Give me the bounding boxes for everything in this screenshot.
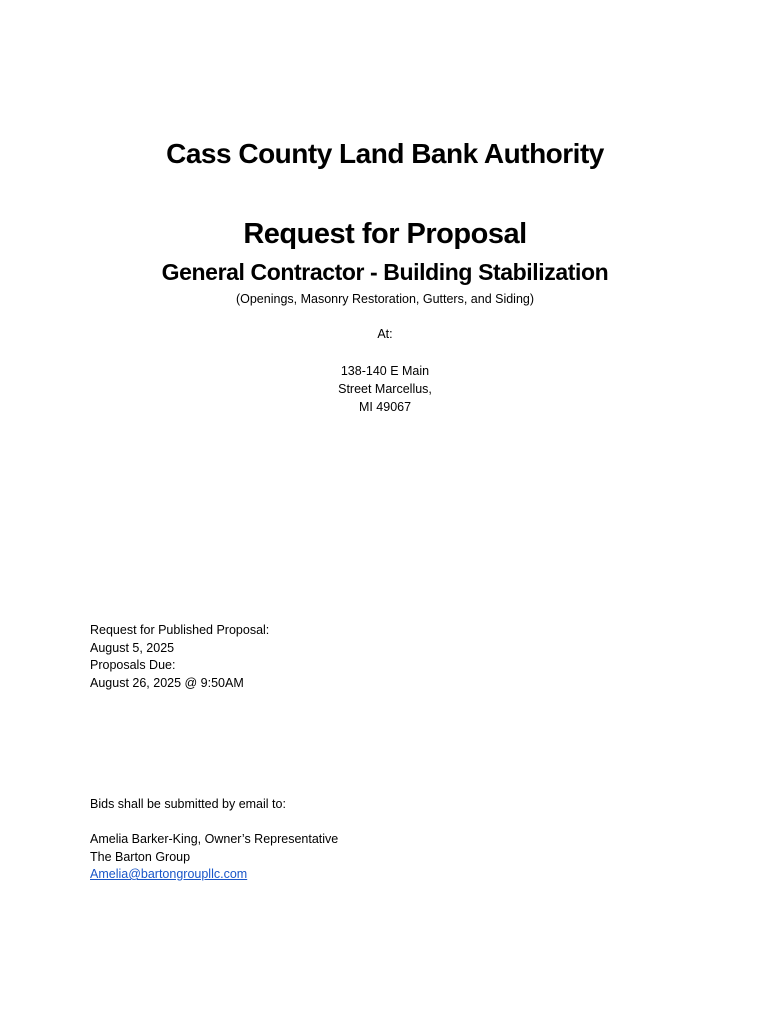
page-subtitle: General Contractor - Building Stabilization bbox=[161, 259, 609, 285]
contact-email-link[interactable]: Amelia@bartongroupllc.com bbox=[90, 867, 248, 881]
project-address bbox=[0, 362, 770, 416]
published-date: August 5, 2025 bbox=[90, 640, 175, 655]
address-line-3: MI 49067 bbox=[358, 400, 412, 414]
published-label: Request for Published Proposal: bbox=[90, 623, 270, 637]
contact-company: The Barton Group bbox=[90, 849, 191, 864]
dates-section bbox=[90, 622, 269, 692]
due-date: August 26, 2025 @ 9:50AM bbox=[90, 675, 244, 690]
organization-title: Cass County Land Bank Authority bbox=[166, 138, 604, 169]
page-title: Request for Proposal bbox=[243, 218, 527, 250]
address-line-1: 138-140 E Main bbox=[340, 364, 430, 378]
contact-section bbox=[90, 831, 338, 884]
due-label: Proposals Due: bbox=[90, 658, 176, 672]
address-line-2: Street Marcellus, bbox=[338, 382, 432, 396]
contact-name: Amelia Barker-King, Owner’s Representative bbox=[90, 832, 339, 846]
submission-instruction: Bids shall be submitted by email to: bbox=[90, 797, 286, 811]
scope-description: (Openings, Masonry Restoration, Gutters, and Siding) bbox=[235, 292, 535, 306]
location-label: At: bbox=[377, 327, 393, 341]
